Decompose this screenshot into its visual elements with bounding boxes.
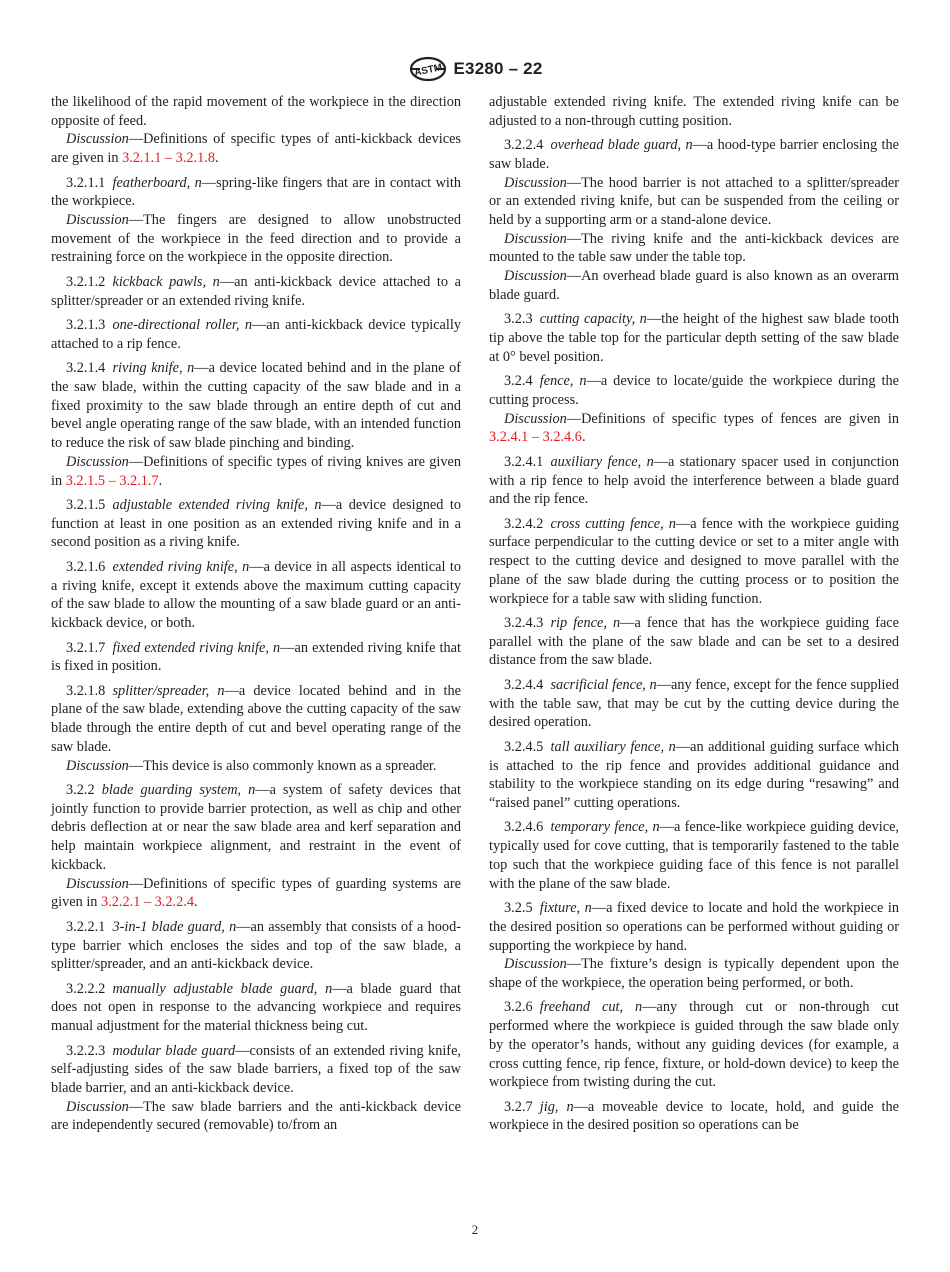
- astm-logo-icon: [408, 56, 448, 82]
- defined-term: cross cutting fence, n: [550, 515, 676, 532]
- defined-term: 3-in-1 blade guard, n: [112, 918, 237, 935]
- defined-term: fixture, n: [539, 900, 592, 917]
- section-reference-link[interactable]: 3.2.1.1 – 3.2.1.8: [122, 150, 215, 167]
- defined-term: modular blade guard: [112, 1042, 236, 1059]
- discussion-label: Discussion: [504, 410, 567, 427]
- paragraph-text: —Definitions of specific types of guarding systems are given in: [51, 875, 461, 911]
- defined-term: manually adjustable blade guard, n: [112, 980, 333, 997]
- definition-paragraph: [51, 316, 461, 353]
- section-number: 3.2.1.2: [66, 273, 106, 290]
- definition-paragraph: [489, 136, 899, 173]
- paragraph-text: —any through cut or non-through cut performed where the workpiece is guided through the saw blade only by the operator’s hands, without any guiding devices (for example, a cross cutting fence, rip fence, fixture, or hold-down device) to keep the workpiece from twisting during the cut.: [489, 999, 899, 1091]
- discussion-paragraph: [51, 757, 461, 776]
- paragraph-text: —a device located behind and in the plane of the saw blade, within the cutting capacity of the saw blade and in a fixed proximity to the saw blade through an entire depth of cut and bevel angle operating range of the saw blade, with an intended function to reduce the risk of saw blade pinching and binding.: [51, 360, 461, 452]
- section-number: 3.2.1.5: [66, 497, 106, 514]
- definition-paragraph: [51, 980, 461, 1036]
- paragraph-text: —This device is also commonly known as a spreader.: [128, 757, 437, 774]
- defined-term: temporary fence, n: [550, 819, 660, 836]
- section-number: 3.2.4.4: [504, 676, 544, 693]
- definition-paragraph: [51, 558, 461, 633]
- defined-term: blade guarding system, n: [101, 782, 256, 799]
- paragraph-end: .: [158, 472, 163, 489]
- section-number: 3.2.4.1: [504, 453, 544, 470]
- paragraph-text: —a device to locate/guide the workpiece during the cutting process.: [489, 373, 899, 408]
- left-column: [51, 93, 461, 1135]
- section-number: 3.2.4.2: [504, 515, 544, 532]
- defined-term: fixed extended riving knife, n: [112, 639, 281, 656]
- paragraph-text: —The fingers are designed to allow unobstructed movement of the workpiece in the feed direction and to provide a restraining force on the workpiece in the opposite direction.: [51, 212, 461, 266]
- definition-paragraph: [489, 899, 899, 955]
- definition-paragraph: [51, 1042, 461, 1098]
- paragraph-text: —The riving knife and the anti-kickback devices are mounted to the table saw under the table top.: [489, 230, 899, 266]
- definition-paragraph: [489, 738, 899, 813]
- paragraph-text: —a blade guard that does not open in response to the advancing workpiece and requires manual adjustment for the material thickness being cut.: [51, 980, 461, 1035]
- definition-paragraph: [489, 998, 899, 1092]
- section-number: 3.2.1.1: [66, 174, 106, 191]
- definition-paragraph: [489, 372, 899, 409]
- definition-paragraph: [489, 310, 899, 366]
- definition-paragraph: [51, 682, 461, 757]
- section-reference-link[interactable]: 3.2.2.1 – 3.2.2.4: [101, 894, 194, 911]
- definition-paragraph: [489, 614, 899, 670]
- section-number: 3.2.2: [66, 782, 95, 799]
- discussion-paragraph: [51, 453, 461, 490]
- discussion-paragraph: [489, 410, 899, 447]
- section-number: 3.2.2.2: [66, 980, 106, 997]
- section-number: 3.2.4.6: [504, 819, 544, 836]
- paragraph-text: the likelihood of the rapid movement of the workpiece in the direction opposite of feed.: [51, 94, 461, 129]
- section-number: 3.2.1.8: [66, 682, 106, 699]
- defined-term: featherboard, n: [112, 174, 202, 191]
- section-number: 3.2.6: [504, 999, 533, 1016]
- defined-term: splitter/spreader, n: [112, 682, 225, 699]
- defined-term: extended riving knife, n: [112, 558, 250, 575]
- definition-paragraph: [489, 1098, 899, 1135]
- section-number: 3.2.1.6: [66, 558, 106, 575]
- defined-term: freehand cut, n: [539, 999, 643, 1016]
- paragraph-text: —an anti-kickback device attached to a splitter/spreader or an extended riving knife.: [51, 273, 461, 309]
- section-number: 3.2.2.3: [66, 1042, 106, 1059]
- section-number: 3.2.4: [504, 373, 533, 390]
- discussion-paragraph: [489, 230, 899, 267]
- discussion-label: Discussion: [66, 875, 129, 892]
- paragraph-text: —Definitions of specific types of fences are given in: [566, 410, 899, 427]
- paragraph-text: —a stationary spacer used in conjunction with a rip fence to help avoid the interference between a blade guard and the rip fence.: [489, 453, 899, 508]
- definition-paragraph: [489, 453, 899, 509]
- discussion-paragraph: [489, 267, 899, 304]
- defined-term: rip fence, n: [550, 615, 621, 632]
- definition-paragraph: [489, 676, 899, 732]
- paragraph-text: —a fence with the workpiece guiding surface perpendicular to the cutting device or set to a miter angle with respect to the cutting device and designed to move parallel with the plane of the saw blade during the cutting process or to position the workpiece for a table saw with sliding function.: [489, 515, 900, 607]
- paragraph-text: —a device designed to function at least in one position as an extended riving knife and in a second position as a riving knife.: [51, 497, 461, 551]
- paragraph-end: .: [193, 894, 198, 911]
- definition-paragraph: [51, 639, 461, 676]
- paragraph-text: —a fixed device to locate and hold the workpiece in the desired position so operations can be performed without guiding or supporting the workpiece by hand.: [489, 900, 899, 954]
- paragraph-text: —An overhead blade guard is also known as an overarm blade guard.: [489, 268, 899, 303]
- section-number: 3.2.2.4: [504, 137, 544, 154]
- defined-term: overhead blade guard, n: [550, 137, 693, 154]
- paragraph-text: —a device in all aspects identical to a riving knife, except it extends above the maximum cutting capacity of the saw blade to allow the mounting of a saw blade guard or an anti-kickback device, or both.: [51, 558, 461, 632]
- discussion-label: Discussion: [66, 1098, 129, 1115]
- defined-term: adjustable extended riving knife, n: [112, 497, 322, 514]
- discussion-label: Discussion: [504, 230, 567, 247]
- section-number: 3.2.3: [504, 311, 533, 328]
- definition-paragraph: [489, 515, 899, 609]
- definition-paragraph: [51, 496, 461, 552]
- discussion-label: Discussion: [66, 453, 129, 470]
- discussion-label: Discussion: [504, 174, 567, 191]
- section-number: 3.2.1.3: [66, 317, 106, 334]
- discussion-label: Discussion: [504, 268, 567, 285]
- discussion-label: Discussion: [504, 956, 567, 973]
- discussion-paragraph: [51, 211, 461, 267]
- section-number: 3.2.1.4: [66, 360, 106, 377]
- continued-paragraph: [51, 93, 461, 130]
- section-reference-link[interactable]: 3.2.4.1 – 3.2.4.6: [489, 429, 582, 446]
- page-number: 2: [471, 1222, 479, 1237]
- paragraph-text: —Definitions of specific types of anti-kickback devices are given in: [51, 131, 461, 167]
- discussion-label: Discussion: [66, 131, 129, 148]
- document-id: E3280 – 22: [453, 59, 543, 78]
- page-header: [0, 54, 950, 84]
- paragraph-text: —a fence that has the workpiece guiding face parallel with the plane of the saw blade and can be set to a desired distance from the saw blade.: [489, 615, 899, 669]
- paragraph-text: —an anti-kickback device typically attached to a rip fence.: [51, 317, 461, 352]
- paragraph-text: —spring-like fingers that are in contact with the workpiece.: [51, 174, 461, 210]
- defined-term: riving knife, n: [112, 360, 195, 377]
- paragraph-text: —an additional guiding surface which is attached to the rip fence and provides additional guidance and stability to the workpiece standing on its edge during “resawing” and “raised panel” cutting operations.: [489, 738, 899, 811]
- paragraph-text: —Definitions of specific types of riving knives are given in: [51, 453, 461, 489]
- section-number: 3.2.4.5: [504, 738, 544, 755]
- paragraph-text: —an extended riving knife that is fixed in position.: [51, 639, 461, 675]
- continued-paragraph: [489, 93, 899, 130]
- section-number: 3.2.7: [504, 1098, 533, 1115]
- defined-term: jig, n: [539, 1098, 574, 1115]
- paragraph-text: —a device located behind and in the plane of the saw blade, extending above the cutting capacity of the saw blade through the entire depth of cut and bevel operating range of the saw blade.: [51, 682, 461, 755]
- paragraph-text: —the height of the highest saw blade tooth tip above the table top for the particular depth setting of the saw blade at 0° bevel position.: [489, 311, 900, 365]
- svg-text:ASTM: ASTM: [412, 62, 443, 79]
- paragraph-text: —The hood barrier is not attached to a splitter/spreader or an extended riving knife, but can be suspended from the ceiling or held by a supporting arm or a stand-alone device.: [489, 174, 899, 229]
- paragraph-end: .: [215, 150, 219, 167]
- definition-paragraph: [51, 174, 461, 211]
- paragraph-text: —a moveable device to locate, hold, and guide the workpiece in the desired position so operations can be: [489, 1098, 899, 1134]
- defined-term: auxiliary fence, n: [550, 453, 654, 470]
- discussion-paragraph: [51, 130, 461, 167]
- right-column: [489, 93, 899, 1135]
- discussion-paragraph: [51, 875, 461, 912]
- section-reference-link[interactable]: 3.2.1.5 – 3.2.1.7: [65, 472, 159, 489]
- discussion-paragraph: [489, 174, 899, 230]
- definition-paragraph: [51, 359, 461, 453]
- definition-paragraph: [51, 918, 461, 974]
- definition-paragraph: [51, 781, 461, 875]
- defined-term: fence, n: [539, 373, 587, 390]
- discussion-label: Discussion: [66, 757, 129, 774]
- definition-paragraph: [51, 273, 461, 310]
- paragraph-text: —a hood-type barrier enclosing the saw blade.: [489, 137, 899, 172]
- paragraph-text: —a system of safety devices that jointly function to provide barrier protection, as well as chip and other debris deflection at or near the saw blade area and kerf separation and help maintain workpiece alignment, and restraint in the event of kickback.: [51, 782, 461, 873]
- paragraph-text: —The fixture’s design is typically dependent upon the shape of the workpiece, the operation being performed, or both.: [489, 956, 899, 991]
- defined-term: kickback pawls, n: [112, 273, 220, 290]
- paragraph-text: —a fence-like workpiece guiding device, typically used for cove cutting, that is temporarily fastened to the table top such that the workpiece guiding face of this fence is not parallel with the plane of the saw blade.: [489, 819, 899, 892]
- paragraph-text: adjustable extended riving knife. The extended riving knife can be adjusted to a non-through cutting position.: [489, 94, 899, 129]
- section-number: 3.2.1.7: [66, 639, 106, 656]
- section-number: 3.2.2.1: [66, 918, 106, 935]
- discussion-label: Discussion: [66, 212, 129, 229]
- discussion-paragraph: [51, 1098, 461, 1135]
- discussion-paragraph: [489, 955, 899, 992]
- section-number: 3.2.5: [504, 900, 533, 917]
- section-number: 3.2.4.3: [504, 615, 544, 632]
- defined-term: tall auxiliary fence, n: [550, 738, 676, 755]
- definition-paragraph: [489, 818, 899, 893]
- defined-term: sacrificial fence, n: [550, 676, 657, 693]
- defined-term: cutting capacity, n: [539, 311, 647, 328]
- paragraph-text: —consists of an extended riving knife, self-adjusting sides of the saw blade barriers, a fixed top of the saw blade barrier, and an anti-kickback device.: [51, 1042, 461, 1097]
- paragraph-text: —The saw blade barriers and the anti-kickback device are independently secured (removable) to/from an: [51, 1098, 461, 1134]
- paragraph-end: .: [581, 429, 586, 446]
- paragraph-text: —any fence, except for the fence supplied with the table saw, that may be cut by the cutting device during the desired operation.: [489, 676, 899, 731]
- defined-term: one-directional roller, n: [112, 317, 252, 334]
- paragraph-text: —an assembly that consists of a hood-type barrier which encloses the sides and top of the saw blade, a splitter/spreader, and an anti-kickback device.: [51, 918, 461, 973]
